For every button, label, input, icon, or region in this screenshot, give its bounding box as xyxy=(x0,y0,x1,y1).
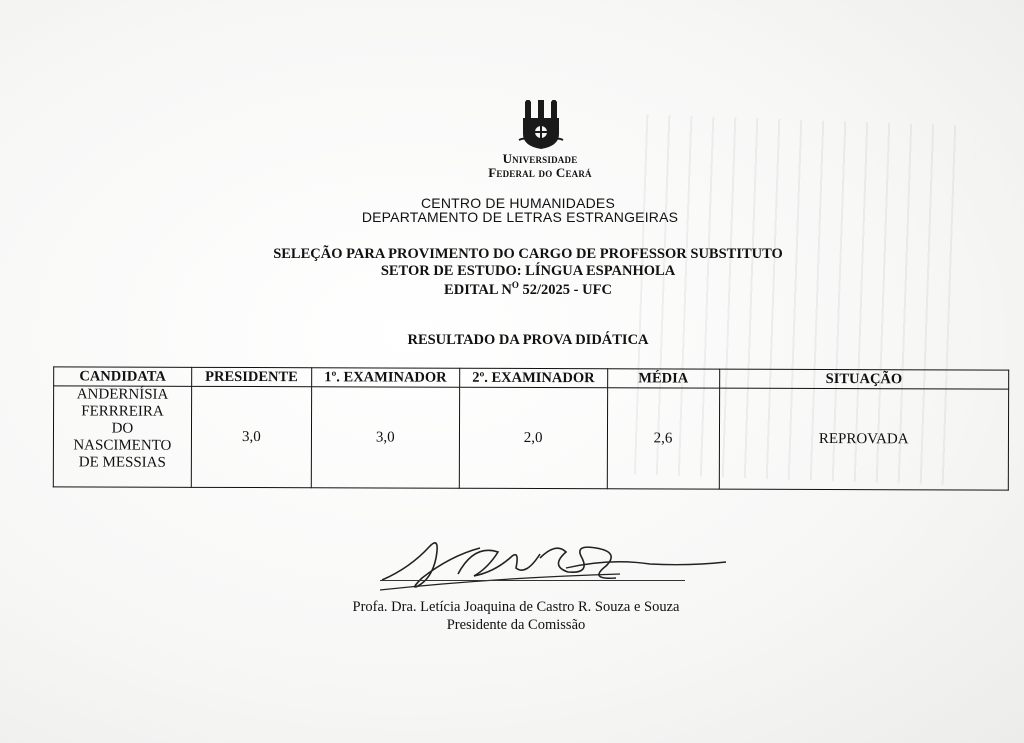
header-situacao: SITUAÇÃO xyxy=(719,369,1009,389)
signatory-name: Profa. Dra. Letícia Joaquina de Castro R. Souza e Souza xyxy=(352,599,680,615)
candidata-line: FERRREIRA xyxy=(81,403,164,420)
university-name-line1: Universidade xyxy=(502,151,578,166)
edital-suffix: 52/2025 - UFC xyxy=(518,281,612,298)
candidata-line: ANDERNÍSIA xyxy=(76,386,169,403)
university-name xyxy=(450,152,630,180)
university-name-line2: Federal do Ceará xyxy=(488,165,592,180)
candidata-line: DO xyxy=(111,420,134,437)
cell-examinador-1: 3,0 xyxy=(311,387,459,489)
table-row xyxy=(53,386,1008,490)
result-title: RESULTADO DA PROVA DIDÁTICA xyxy=(407,332,649,348)
header-candidata: CANDIDATA xyxy=(54,367,192,386)
handwritten-signature xyxy=(370,528,730,598)
header-media: MÉDIA xyxy=(607,369,719,388)
header-presidente: PRESIDENTE xyxy=(192,367,312,386)
edital-superscript: O xyxy=(511,280,519,290)
cell-media: 2,6 xyxy=(607,388,719,489)
departamento-heading: DEPARTAMENTO DE LETRAS ESTRANGEIRAS xyxy=(361,209,679,225)
header-examinador-2: 2º. EXAMINADOR xyxy=(459,368,607,388)
university-logo xyxy=(517,100,565,150)
header-examinador-1: 1º. EXAMINADOR xyxy=(311,368,459,388)
edital-prefix: EDITAL N xyxy=(444,281,512,298)
candidata-line: NASCIMENTO xyxy=(73,437,172,454)
setor-line: SETOR DE ESTUDO: LÍNGUA ESPANHOLA xyxy=(380,263,676,279)
edital-line xyxy=(16,280,1024,299)
candidata-line: DE MESSIAS xyxy=(78,454,166,471)
result-table xyxy=(53,366,1009,490)
signature-line xyxy=(380,580,685,581)
selection-title: SELEÇÃO PARA PROVIMENTO DO CARGO DE PROFESSOR SUBSTITUTO xyxy=(273,246,783,262)
cell-situacao: REPROVADA xyxy=(719,388,1009,490)
cell-presidente: 3,0 xyxy=(191,386,311,487)
cell-candidata xyxy=(53,386,191,487)
signatory-role: Presidente da Comissão xyxy=(446,617,586,633)
centro-heading: CENTRO DE HUMANIDADES xyxy=(421,195,615,211)
cell-examinador-2: 2,0 xyxy=(459,387,607,489)
